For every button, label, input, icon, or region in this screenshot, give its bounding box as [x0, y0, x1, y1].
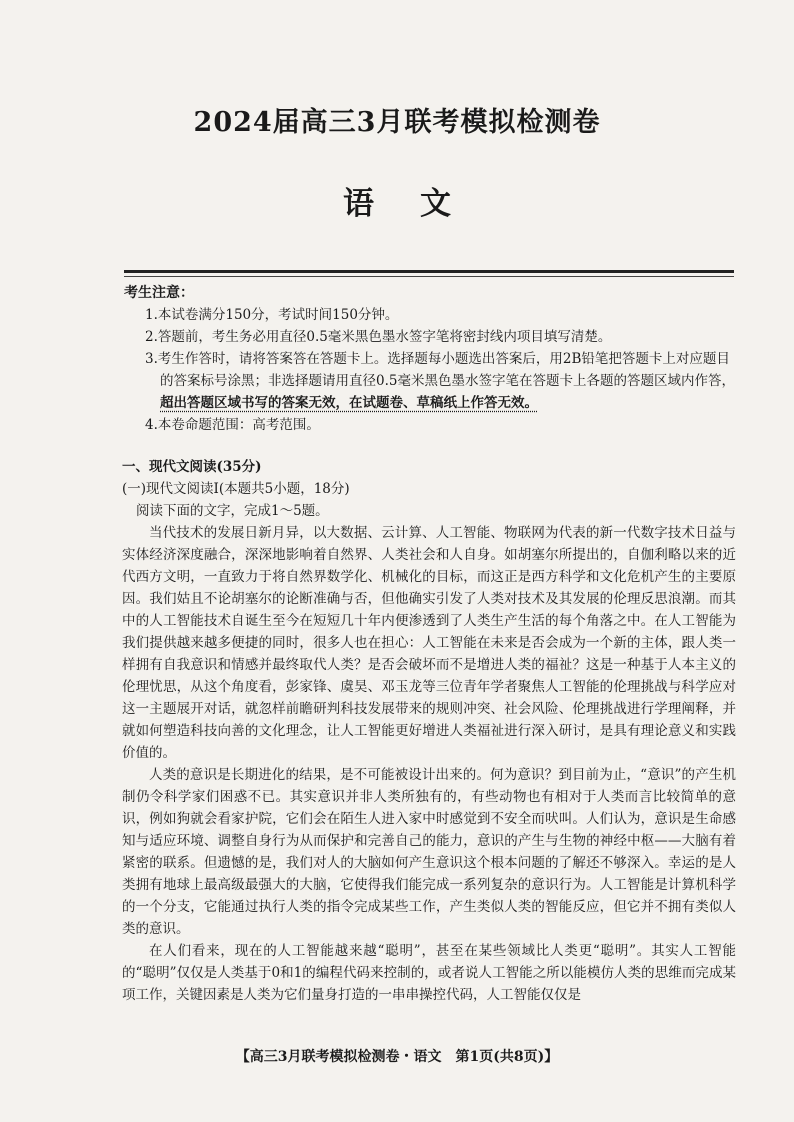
- passage-paragraph-2: 人类的意识是长期进化的结果，是不可能被设计出来的。何为意识？到目前为止，“意识”的产生机制仍令科学家们困惑不已。其实意识并非人类所独有的，有些动物也有相对于人类而言比较简单的意识，例如狗就会看家护院，它们会在陌生人进入家中时感觉到不安全而吠叫。人们认为，意识是生命感知与适应环境、调整自身行为从而保护和完善自己的能力，意识的产生与生物的神经中枢——大脑有着紧密的联系。但遗憾的是，我们对人的大脑如何产生意识这个根本问题的了解还不够深入。幸运的是人类拥有地球上最高级最强大的大脑，它使得我们能完成一系列复杂的意识行为。人工智能是计算机科学的一个分支，它能通过执行人类的指令完成某些工作，产生类似人类的智能反应，但它并不拥有类似人类的意识。: [122, 767, 736, 937]
- notes-item-4: 4.本卷命题范围：高考范围。: [145, 417, 320, 433]
- header-rule-thick: [124, 270, 734, 273]
- notes-item-3-text: 3.考生作答时，请将答案答在答题卡上。选择题每小题选出答案后，用2B铅笔把答题卡上对应题目的答案标号涂黑；非选择题请用直径0.5毫米黑色墨水签字笔在答题卡上各题的答题区域内作答，: [145, 351, 735, 389]
- exam-title: 2024届高三3月联考模拟检测卷: [193, 107, 601, 138]
- notes-heading: 考生注意：: [124, 285, 194, 301]
- notes-item-2: 2.答题前，考生务必用直径0.5毫米黑色墨水签字笔将密封线内项目填写清楚。: [145, 329, 612, 345]
- page-footer: 【高三3月联考模拟检测卷・语文 第1页(共8页)】: [235, 1049, 559, 1065]
- passage-paragraph-1: 当代技术的发展日新月异，以大数据、云计算、人工智能、物联网为代表的新一代数字技术日益与实体经济深度融合，深深地影响着自然界、人类社会和人自身。如胡塞尔所提出的，自伽利略以来的近代西方文明，一直致力于将自然界数学化、机械化的目标，而这正是西方科学和文化危机产生的主要原因。我们姑且不论胡塞尔的论断准确与否，但他确实引发了人类对技术及其发展的伦理反思浪潮。而其中的人工智能技术自诞生至今在短短几十年内便渗透到了人类生产生活的每个角落之中。在人工智能为我们提供越来越多便捷的同时，很多人也在担心：人工智能在未来是否会成为一个新的主体，跟人类一样拥有自我意识和情感并最终取代人类？是否会破坏而不是增进人类的福祉？这是一种基于人本主义的伦理忧思，从这个角度看，彭家锋、虞昊、邓玉龙等三位青年学者聚焦人工智能的伦理挑战与科学应对这一主题展开对话，就忽样前瞻研判科技发展带来的规则冲突、社会风险、伦理挑战进行学理阐释，并就如何塑造科技向善的文化理念，让人工智能更好增进人类福祉进行深入研讨，是具有理论意义和实践价值的。: [122, 525, 736, 761]
- notes-item-1: 1.本试卷满分150分，考试时间150分钟。: [145, 307, 399, 323]
- notes-item-3: [124, 348, 736, 414]
- subject-title: 语文: [343, 186, 497, 222]
- notes-item-3-emphasis: 超出答题区域书写的答案无效，在试题卷、草稿纸上作答无效。: [160, 395, 538, 411]
- section-heading: 一、现代文阅读(35分): [122, 459, 262, 475]
- header-rule-thin: [124, 276, 734, 277]
- candidate-notes: [124, 282, 736, 436]
- reading-instruction: 阅读下面的文字，完成1～5题。: [136, 503, 329, 519]
- reading-section: [122, 456, 736, 1006]
- passage-paragraph-3: 在人们看来，现在的人工智能越来越“聪明”，甚至在某些领域比人类更“聪明”。其实人工智能的“聪明”仅仅是人类基于0和1的编程代码来控制的，或者说人工智能之所以能模仿人类的思维而完成某项工作，关键因素是人类为它们量身打造的一串串操控代码，人工智能仅仅是: [122, 943, 736, 1003]
- section-subheading: (一)现代文阅读Ⅰ(本题共5小题，18分): [122, 481, 350, 497]
